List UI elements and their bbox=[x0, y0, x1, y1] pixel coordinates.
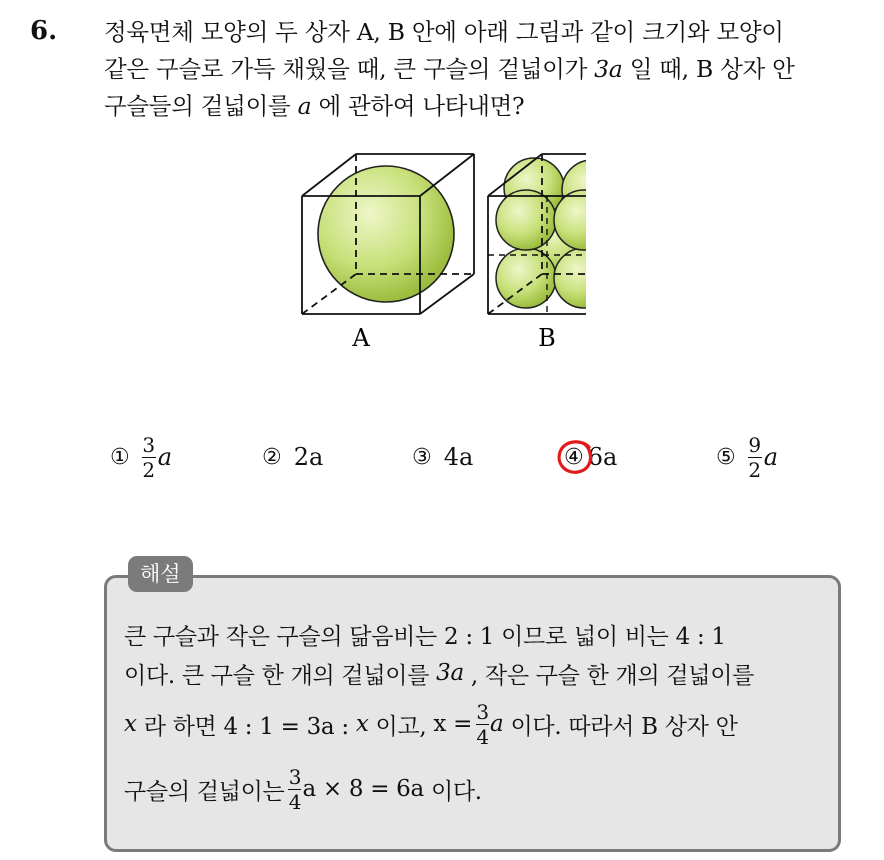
explanation-text bbox=[124, 615, 834, 823]
choice-value: 6a bbox=[587, 443, 618, 471]
choice-value: 2a bbox=[293, 443, 324, 471]
choice-number: ⑤ bbox=[716, 444, 736, 470]
cube-figure bbox=[296, 150, 586, 350]
explanation-line-3: x 라 하면 4 : 1 = 3a : x 이고, x = 3 4 a 이다. 따라서 B 상자 안 bbox=[124, 699, 738, 749]
answer-choices bbox=[0, 425, 884, 495]
question-line-2: 같은 구슬로 가득 채웠을 때, 큰 구슬의 겉넓이가 3a 일 때, B 상자 안 bbox=[104, 55, 795, 83]
choice-number: ② bbox=[262, 444, 282, 470]
variable-a: a bbox=[297, 92, 312, 120]
question-number: 6. bbox=[30, 16, 58, 46]
fraction-three-fourths: 3 4 bbox=[288, 764, 302, 814]
choice-5[interactable]: ⑤ $\frac{9}{2}$ a bbox=[716, 432, 779, 482]
choice-number: ① bbox=[110, 444, 130, 470]
choice-3[interactable] bbox=[412, 425, 473, 489]
explanation-line-1: 큰 구슬과 작은 구슬의 닮음비는 2 : 1 이므로 넓이 비는 4 : 1 bbox=[124, 623, 726, 650]
label-a: A bbox=[352, 324, 370, 350]
choice-fraction: $\frac{3}{2}$ bbox=[142, 432, 156, 482]
choice-number: ④ bbox=[564, 444, 584, 470]
cube-a bbox=[302, 154, 474, 314]
question-line-3: 구슬들의 겉넓이를 a 에 관하여 나타내면? bbox=[104, 92, 525, 120]
explanation-line-2: 이다. 큰 구슬 한 개의 겉넓이를 3a , 작은 구슬 한 개의 겉넓이를 bbox=[124, 660, 755, 689]
choice-fraction: $\frac{9}{2}$ bbox=[748, 432, 762, 482]
fraction-three-fourths: 3 4 bbox=[476, 699, 489, 749]
choice-2[interactable] bbox=[262, 425, 323, 489]
given-area: 3a bbox=[594, 55, 623, 83]
explanation-title: 해설 bbox=[128, 556, 193, 592]
choice-4[interactable] bbox=[564, 425, 617, 489]
question-text bbox=[104, 14, 864, 125]
choice-value: 4a bbox=[443, 443, 474, 471]
choice-number: ③ bbox=[412, 444, 432, 470]
choice-1[interactable]: ① $\frac{3}{2}$ a bbox=[110, 432, 173, 482]
explanation-line-4: 구슬의 겉넓이는 3 4 a × 8 = 6a 이다. bbox=[124, 764, 482, 814]
label-b: B bbox=[538, 324, 556, 350]
cube-b bbox=[488, 154, 586, 314]
question-line-1: 정육면체 모양의 두 상자 A, B 안에 아래 그림과 같이 크기와 모양이 bbox=[104, 18, 784, 46]
